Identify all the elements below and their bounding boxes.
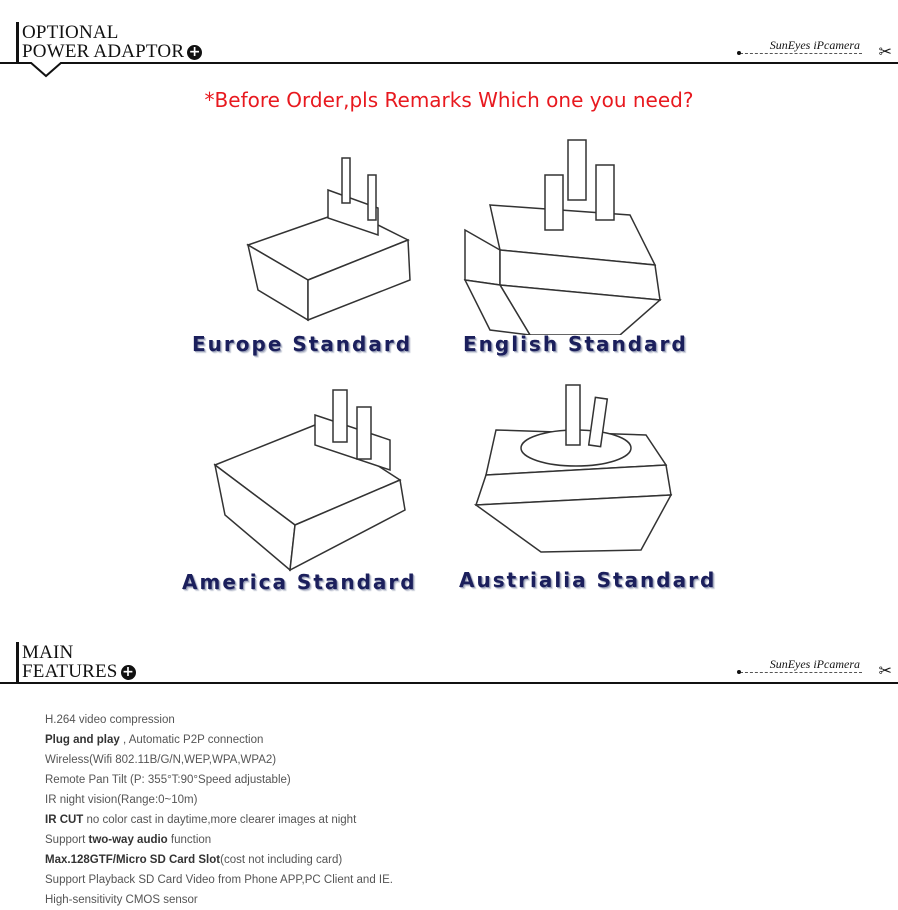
- features-list: [45, 710, 745, 910]
- brand-dot: [737, 51, 741, 55]
- plus-circle-icon: +: [122, 664, 135, 680]
- plug-label-english: English Standard: [463, 332, 688, 356]
- feature-item: Max.128GTF/Micro SD Card Slot(cost not including card): [45, 854, 343, 866]
- header-accent-bar: [16, 22, 19, 62]
- feature-item: Remote Pan Tilt (P: 355°T:90°Speed adjustable): [45, 774, 291, 786]
- feature-item: Plug and play , Automatic P2P connection: [45, 734, 264, 746]
- feature-item: IR CUT no color cast in daytime,more clearer images at night: [45, 814, 357, 826]
- header-title-line2: FEATURES: [22, 661, 118, 682]
- plug-label-europe: Europe Standard: [192, 332, 413, 356]
- scissors-icon: ✂: [878, 42, 892, 61]
- header-notch-icon: [28, 62, 68, 78]
- feature-item: Wireless(Wifi 802.11B/G/N,WEP,WPA,WPA2): [45, 754, 277, 766]
- brand-dashed-line: [740, 53, 862, 54]
- plug-label-australia: Austrialia Standard: [459, 568, 717, 592]
- america-plug-illustration: [205, 385, 410, 575]
- brand-dashed-line: [740, 672, 862, 673]
- scissors-icon: ✂: [878, 661, 892, 680]
- header-rule: [0, 62, 898, 64]
- english-plug-illustration: [460, 135, 665, 335]
- header-rule: [0, 682, 898, 684]
- feature-item: Support two-way audio function: [45, 834, 212, 846]
- feature-item: IR night vision(Range:0~10m): [45, 794, 198, 806]
- brand-label: SunEyes iPcamera: [769, 38, 860, 52]
- order-notice: *Before Order,pls Remarks Which one you need?: [204, 88, 694, 112]
- brand-dot: [737, 670, 741, 674]
- main-features-header: [0, 620, 898, 700]
- australia-plug-illustration: [466, 380, 681, 555]
- plug-label-america: America Standard: [182, 570, 417, 594]
- header-title-line1: MAIN: [22, 642, 74, 663]
- feature-item: H.264 video compression: [45, 714, 175, 726]
- feature-item: Support Playback SD Card Video from Phone APP,PC Client and IE.: [45, 874, 393, 886]
- header-title: [22, 643, 136, 681]
- brand-label: SunEyes iPcamera: [769, 657, 860, 671]
- feature-item: High-sensitivity CMOS sensor: [45, 894, 198, 906]
- power-adaptor-header: [0, 0, 898, 80]
- header-title: [22, 23, 202, 61]
- header-title-line1: OPTIONAL: [22, 22, 119, 43]
- europe-plug-illustration: [238, 140, 418, 330]
- header-title-line2: POWER ADAPTOR: [22, 41, 185, 62]
- plus-circle-icon: +: [188, 44, 201, 60]
- header-accent-bar: [16, 642, 19, 682]
